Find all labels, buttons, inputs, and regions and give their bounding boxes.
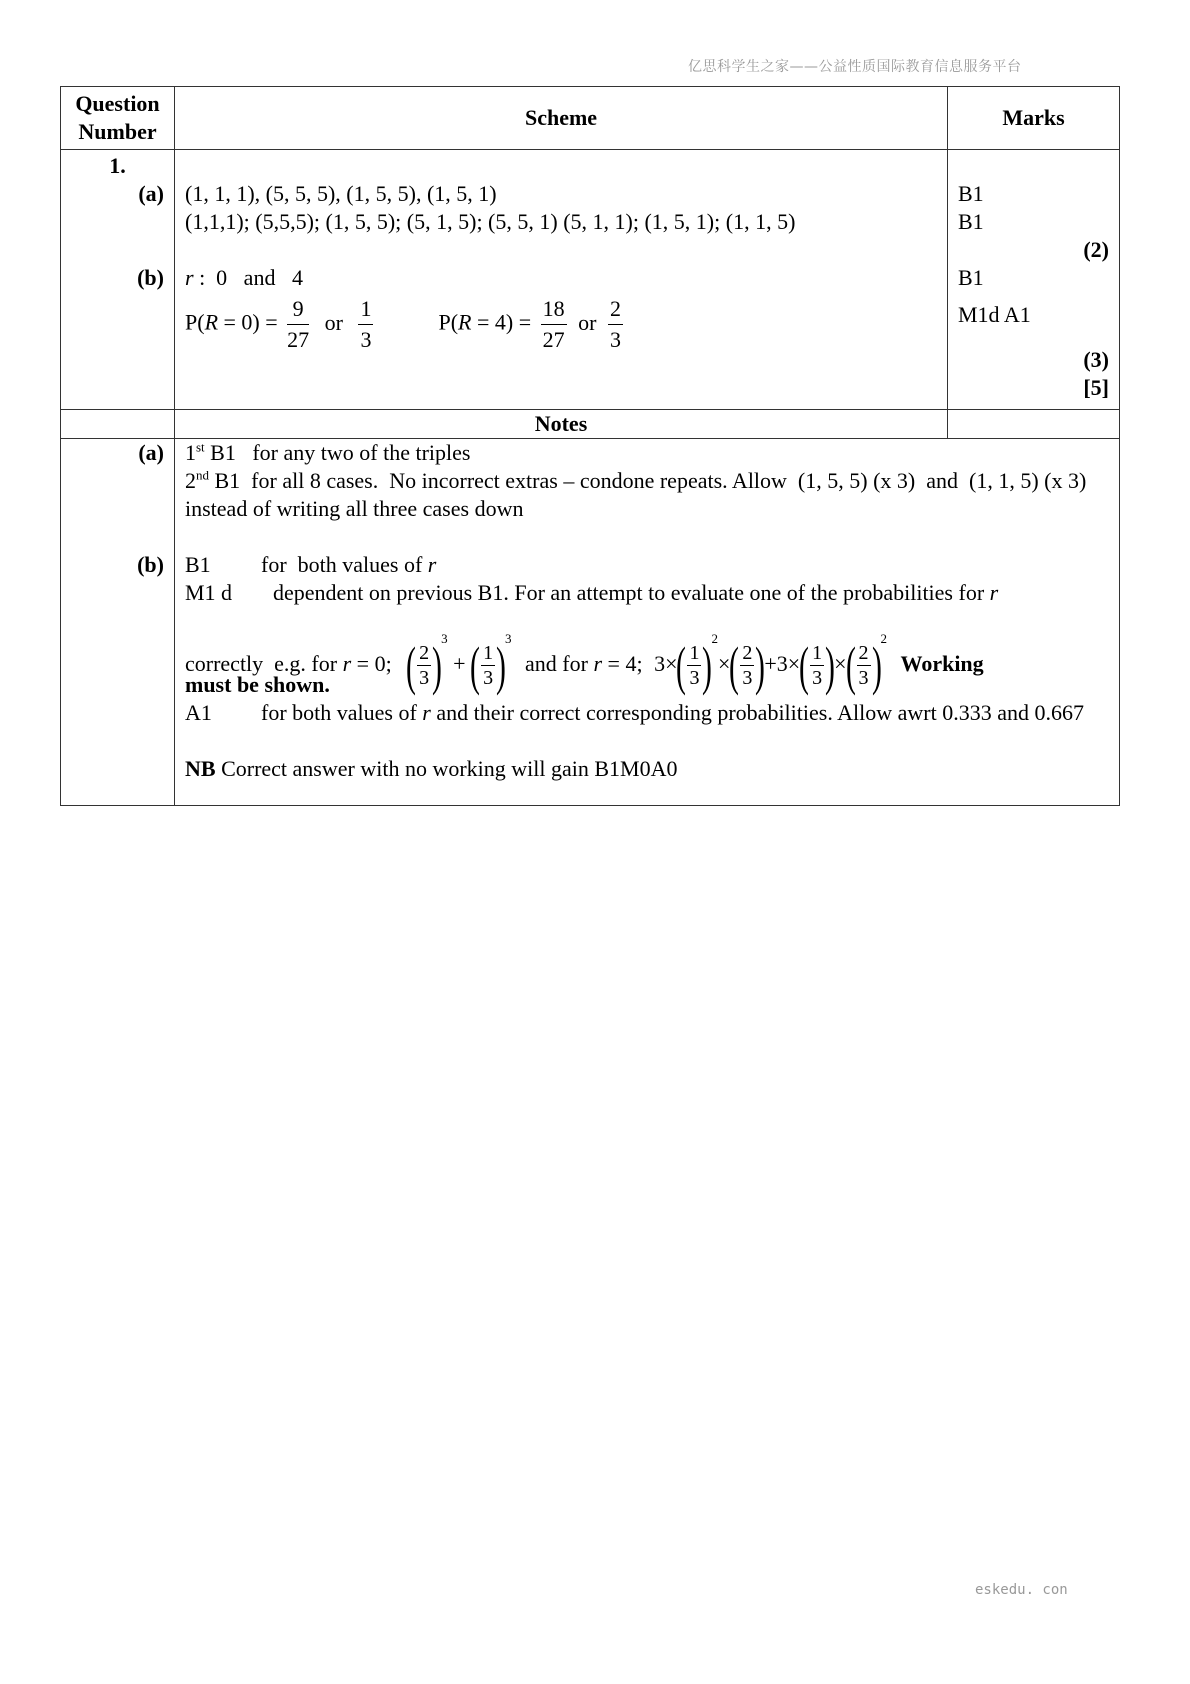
note-text: for both values of	[261, 552, 428, 577]
nb-note	[185, 755, 1107, 783]
note-text: dependent on previous B1. For an attempt to evaluate one of the probabilities for	[273, 580, 990, 605]
numerator: 2	[608, 294, 623, 325]
note-text: = 0;	[351, 651, 392, 676]
paren: (	[845, 635, 856, 696]
question-number-header	[61, 87, 175, 150]
nb-label: NB	[185, 756, 216, 781]
numerator: 1	[358, 294, 373, 325]
r-variable: r	[593, 651, 603, 676]
ordinal-suffix: nd	[196, 467, 209, 483]
note-text: and for	[525, 651, 594, 676]
b-total: (3)	[1083, 347, 1109, 372]
denominator: 27	[287, 327, 310, 352]
ordinal: 2	[185, 468, 196, 493]
question-header-line1: Question	[75, 91, 160, 116]
a-mark-2: B1	[958, 209, 984, 234]
ordinal-suffix: st	[196, 439, 205, 455]
or-text: or	[578, 309, 597, 335]
question-header-line2: Number	[78, 119, 157, 144]
note-text: and their correct corresponding probabilities. Allow awrt 0.333 and 0.667	[430, 700, 1084, 725]
paren: )	[496, 635, 507, 696]
page-header-text: 亿思科学生之家——公益性质国际教育信息服务平台	[688, 59, 1022, 75]
scheme-header: Scheme	[175, 87, 948, 150]
paren: (	[799, 635, 810, 696]
fraction	[417, 641, 431, 690]
paren: )	[871, 635, 882, 696]
numerator: 18	[541, 294, 567, 325]
p0-suffix: = 0) =	[218, 309, 278, 335]
paren: )	[755, 635, 766, 696]
numerator: 1	[689, 642, 700, 665]
b-mark-2: M1d A1	[958, 302, 1031, 327]
numerator: 2	[419, 642, 430, 665]
or-text: or	[324, 309, 343, 335]
question-total: [5]	[1083, 375, 1109, 400]
notes-row	[61, 439, 1120, 806]
denominator: 3	[742, 667, 753, 690]
note-a-second	[185, 467, 1107, 523]
formula-r4	[654, 607, 887, 696]
notes-content-cell	[175, 439, 1120, 806]
numerator: 1	[812, 642, 823, 665]
must-be-shown: must be shown.	[185, 672, 330, 697]
fraction	[687, 641, 701, 690]
notes-title-row	[61, 410, 1120, 439]
exponent: 2	[880, 631, 888, 646]
note-b-a1	[185, 699, 1107, 727]
notes-title: Notes	[175, 410, 948, 439]
note-text: B1 for any two of the triples	[204, 440, 471, 465]
r-variable: r	[989, 580, 999, 605]
note-text: B1 for all 8 cases. No incorrect extras – condone repeats. Allow (1, 5, 5) (x 3) and (1, 1, 5) (x 3) instead of writing all three cases down	[185, 468, 1092, 521]
p0-prefix: P(	[185, 309, 205, 335]
part-a-label: (a)	[138, 181, 164, 206]
paren: )	[702, 635, 713, 696]
note-b-m1	[185, 579, 1107, 607]
note-a-first	[185, 439, 1107, 467]
operator: +3×	[764, 651, 801, 676]
paren: (	[406, 635, 417, 696]
p4-fraction-3	[608, 294, 623, 355]
paren: (	[729, 635, 740, 696]
r-variable: r	[342, 651, 352, 676]
page-footer-text: eskedu. con	[975, 1582, 1068, 1598]
note-text: = 4;	[602, 651, 643, 676]
note-text: correctly e.g. for	[185, 651, 343, 676]
operator: ×	[834, 651, 847, 676]
exponent: 3	[441, 631, 448, 646]
a-mark-1: B1	[958, 181, 984, 206]
denominator: 3	[483, 667, 494, 690]
formula-r0	[407, 607, 511, 696]
question-1-row	[61, 150, 1120, 410]
p4-suffix: = 4) =	[471, 309, 532, 335]
fraction	[740, 641, 754, 690]
p4-fraction-27	[541, 294, 567, 355]
p0-fraction-3	[358, 294, 373, 355]
part-b-probabilities	[185, 294, 947, 355]
p0-fraction-27	[287, 294, 309, 355]
note-text: for both values of	[261, 700, 423, 725]
exponent: 3	[505, 631, 512, 646]
numerator: 9	[287, 294, 309, 325]
denominator: 3	[360, 327, 372, 352]
part-a-line2: (1,1,1); (5,5,5); (1, 5, 5); (5, 1, 5); (5, 5, 1) (5, 1, 1); (1, 5, 1); (1, 1, 5)	[185, 209, 796, 234]
r-variable: r	[427, 552, 437, 577]
empty-cell	[61, 410, 175, 439]
denominator: 3	[812, 667, 823, 690]
exponent: 2	[711, 631, 718, 646]
operator: ×	[717, 651, 731, 676]
paren: )	[432, 635, 443, 696]
empty-cell	[948, 410, 1120, 439]
r-variable: r	[185, 265, 194, 290]
note-text: Correct answer with no working will gain B1M0A0	[215, 756, 678, 781]
paren: (	[470, 635, 481, 696]
note-b-b1	[185, 551, 1107, 579]
p4-prefix: P(	[438, 309, 459, 335]
paren: (	[676, 635, 687, 696]
p4-var: R	[458, 309, 472, 335]
table-header-row	[61, 87, 1120, 150]
denominator: 27	[542, 327, 565, 352]
fraction	[857, 641, 871, 690]
part-b-label: (b)	[137, 265, 164, 290]
mark-code: B1	[185, 552, 211, 577]
mark-scheme-table	[60, 86, 1120, 806]
denominator: 3	[419, 667, 430, 690]
denominator: 3	[858, 667, 869, 690]
scheme-cell	[175, 150, 948, 410]
marks-cell	[948, 150, 1120, 410]
mark-code: A1	[185, 700, 212, 725]
numerator: 1	[483, 642, 494, 665]
question-number-cell	[61, 150, 175, 410]
numerator: 2	[858, 642, 869, 665]
r-values: : 0 and 4	[193, 265, 303, 290]
notes-b-label: (b)	[137, 552, 164, 577]
r-variable: r	[422, 700, 431, 725]
notes-a-label: (a)	[138, 440, 164, 465]
part-a-line1: (1, 1, 1), (5, 5, 5), (1, 5, 5), (1, 5, 1)	[185, 181, 497, 206]
paren: )	[825, 635, 836, 696]
b-mark-1: B1	[958, 265, 984, 290]
fraction	[481, 641, 495, 690]
part-b-line1	[185, 264, 947, 292]
numerator: 2	[742, 642, 753, 665]
mark-code: M1 d	[185, 580, 233, 605]
question-number: 1.	[109, 153, 126, 178]
operator: +	[453, 651, 466, 676]
denominator: 3	[609, 327, 621, 352]
notes-label-cell	[61, 439, 175, 806]
working-bold: Working	[900, 651, 984, 676]
fraction	[810, 641, 824, 690]
p0-var: R	[204, 309, 219, 335]
ordinal: 1	[185, 440, 196, 465]
operator: 3×	[654, 651, 678, 676]
a-total: (2)	[1083, 237, 1109, 262]
denominator: 3	[689, 667, 700, 690]
marks-header: Marks	[948, 87, 1120, 150]
